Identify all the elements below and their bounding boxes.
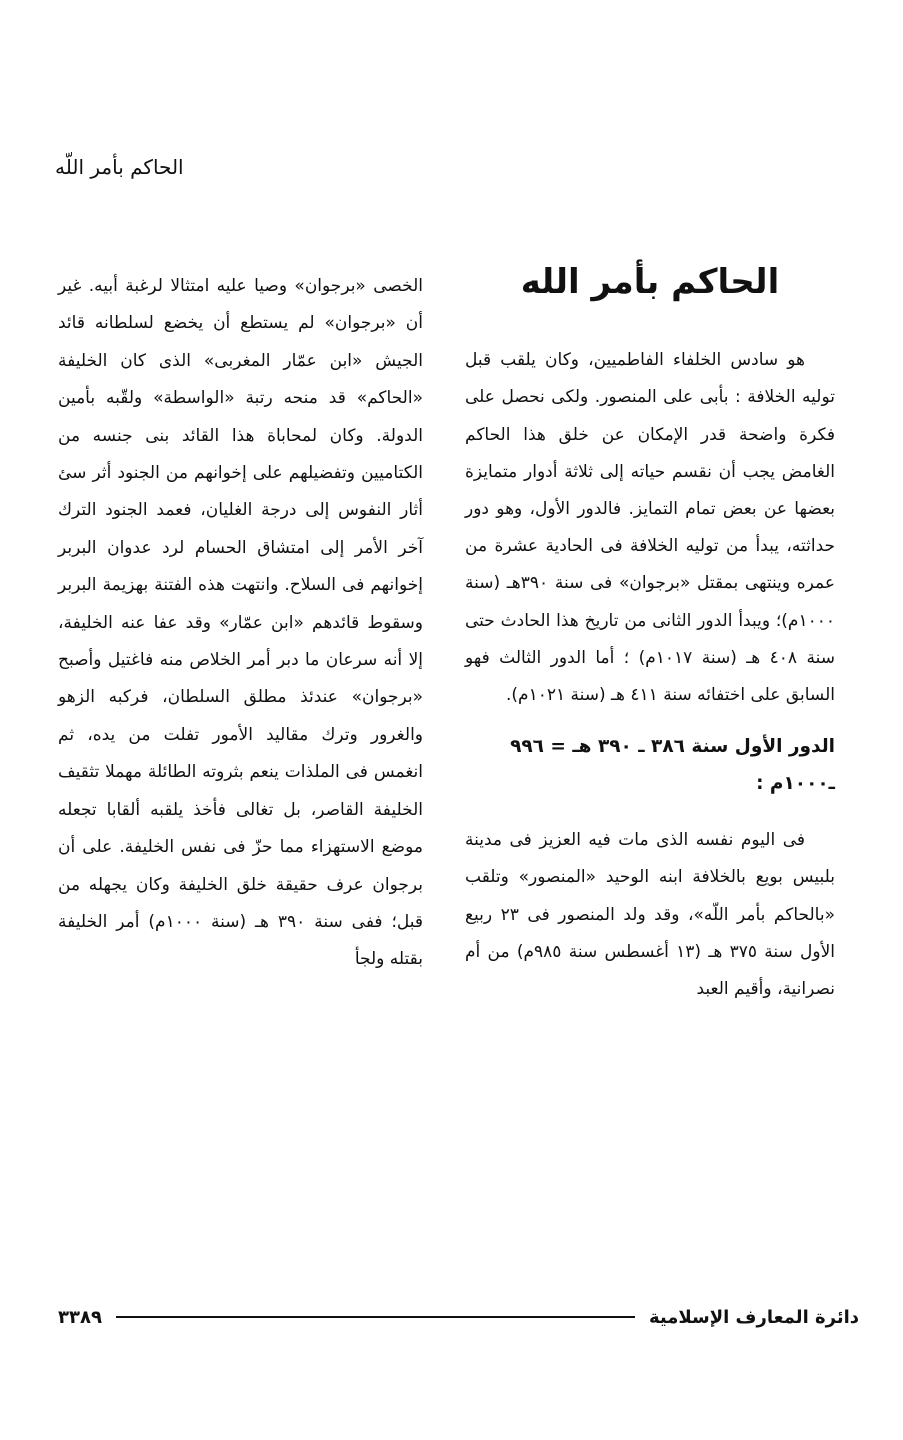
left-column [58, 268, 423, 979]
right-column [465, 260, 835, 1008]
article-title: الحاكم بأمر الله [520, 262, 780, 302]
footer-publication-title: دائرة المعارف الإسلامية [648, 1306, 859, 1328]
page-footer [58, 1300, 859, 1334]
right-column-paragraph-2: فى اليوم نفسه الذى مات فيه العزيز فى مدينة بلبيس بويع بالخلافة ابنه الوحيد «المنصور» وتلقب «بالحاكم بأمر اللّه»، وقد ولد المنصور فى ٢٣ ربيع الأول سنة ٣٧٥ هـ (١٣ أغسطس سنة ٩٨٥م) من أم نصرانية، وأقيم العبد [465, 830, 835, 1000]
footer-rule [116, 1316, 635, 1318]
section-heading: الدور الأول سنة ٣٨٦ ـ ٣٩٠ هـ = ٩٩٦ ـ١٠٠٠م : [510, 736, 835, 795]
page-number: ٣٣٨٩ [58, 1306, 102, 1328]
running-header-title: الحاكم بأمر اللّه [55, 155, 184, 179]
right-column-paragraph-1: هو سادس الخلفاء الفاطميين، وكان يلقب قبل توليه الخلافة : بأبى على المنصور. ولكى نحصل على فكرة واضحة قدر الإمكان عن خلق هذا الحاكم الغامض يجب أن نقسم حياته إلى ثلاثة أدوار متمايزة بعضها عن بعض تمام التمايز. فالدور الأول، وهو دور حداثته، يبدأ من توليه الخلافة فى الحادية عشرة من عمره وينتهى بمقتل «برجوان» فى سنة ٣٩٠هـ (سنة ١٠٠٠م)؛ ويبدأ الدور الثانى من تاريخ هذا الحادث حتى سنة ٤٠٨ هـ (سنة ١٠١٧م) ؛ أما الدور الثالث فهو السابق على اختفائه سنة ٤١١ هـ (سنة ١٠٢١م). [465, 350, 835, 706]
left-column-paragraph-1: الخصى «برجوان» وصيا عليه امتثالا لرغبة أبيه. غير أن «برجوان» لم يستطع أن يخضع لسلطانه قائد الجيش «ابن عمّار المغربى» الذى كان الخليفة «الحاكم» قد منحه رتبة «الواسطة» ولقّبه بأمين الدولة. وكان لمحاباة هذا القائد بنى جنسه من الكتاميين وتفضيلهم على إخوانهم من الجنود أثر سئ أثار النفوس إلى درجة الغليان، فعمد الجنود الترك آخر الأمر إلى امتشاق الحسام لرد عدوان البربر إخوانهم فى السلاح. وانتهت هذه الفتنة بهزيمة البربر وسقوط قائدهم «ابن عمّار» وقد عفا عنه الخليفة، إلا أنه سرعان ما دبر أمر الخلاص منه فاغتيل وأصبح «برجوان» عندئذ مطلق السلطان، فركبه الزهو والغرور وترك مقاليد الأمور تفلت من يده، ثم انغمس فى الملذات ينعم بثروته الطائلة مهملا تثقيف الخليفة القاصر، بل تغالى فأخذ يلقبه ألقابا تجعله موضع الاستهزاء مما حزّ فى نفس الخليفة. على أن برجوان عرف حقيقة خلق الخليفة وكان يجهله من قبل؛ ففى سنة ٣٩٠ هـ (سنة ١٠٠٠م) أمر الخليفة بقتله ولجأ [58, 276, 423, 970]
